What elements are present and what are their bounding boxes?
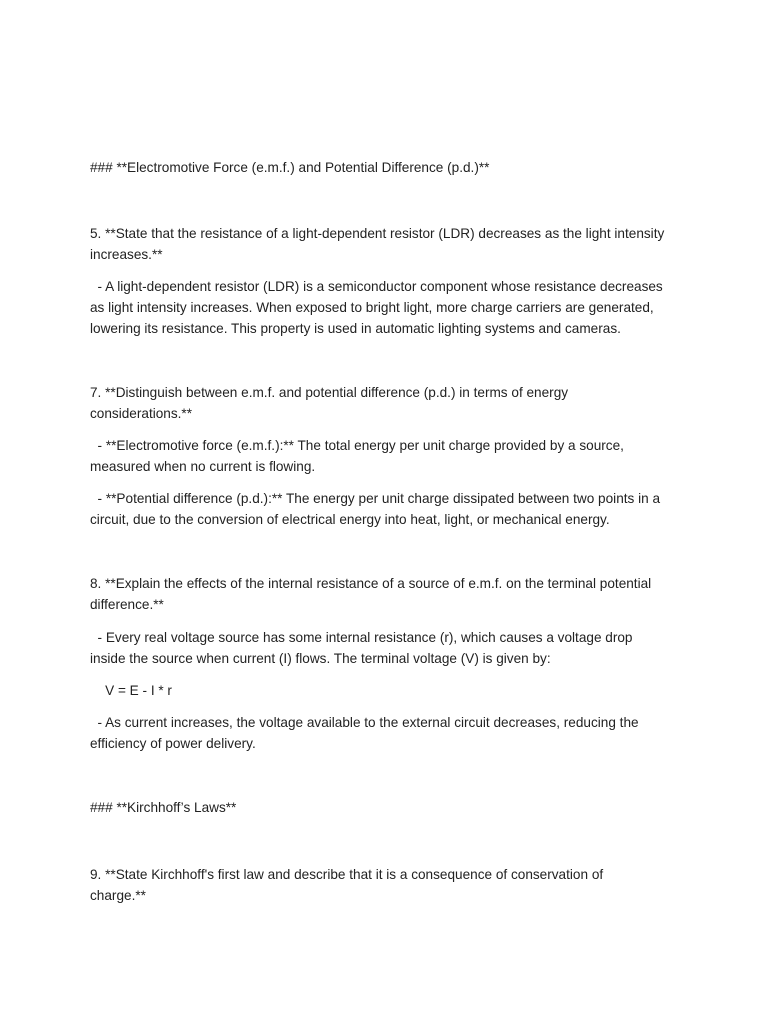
section-heading-emf: ### **Electromotive Force (e.m.f.) and Potential Difference (p.d.)**: [90, 160, 490, 175]
terminal-voltage-formula: V = E - I * r: [90, 683, 172, 698]
answer-7-pd-line-1: - **Potential difference (p.d.):** The energy per unit charge dissipated between two points in a: [90, 491, 661, 506]
answer-5-line-2: as light intensity increases. When exposed to bright light, more charge carriers are generated,: [90, 300, 654, 315]
question-7-line-2: considerations.**: [90, 406, 193, 421]
answer-8-para-1-line-2: inside the source when current (I) flows. The terminal voltage (V) is given by:: [90, 651, 551, 666]
answer-8-para-2-line-1: - As current increases, the voltage available to the external circuit decreases, reducing the: [90, 715, 639, 730]
question-8-line-2: difference.**: [90, 597, 164, 612]
question-9-line-2: charge.**: [90, 888, 146, 903]
question-5-line-1: 5. **State that the resistance of a light-dependent resistor (LDR) decreases as the light intensity: [90, 226, 665, 241]
answer-7-emf-line-1: - **Electromotive force (e.m.f.):** The total energy per unit charge provided by a source,: [90, 438, 624, 453]
answer-5-line-3: lowering its resistance. This property is used in automatic lighting systems and cameras.: [90, 321, 621, 336]
answer-7-emf-line-2: measured when no current is flowing.: [90, 459, 316, 474]
answer-8-para-2-line-2: efficiency of power delivery.: [90, 736, 256, 751]
question-8-line-1: 8. **Explain the effects of the internal resistance of a source of e.m.f. on the terminal potential: [90, 576, 652, 591]
section-heading-kirchhoff: ### **Kirchhoff’s Laws**: [90, 800, 237, 815]
answer-8-para-1-line-1: - Every real voltage source has some internal resistance (r), which causes a voltage drop: [90, 630, 633, 645]
answer-5-line-1: - A light-dependent resistor (LDR) is a semiconductor component whose resistance decreases: [90, 279, 663, 294]
question-7-line-1: 7. **Distinguish between e.m.f. and potential difference (p.d.) in terms of energy: [90, 385, 569, 400]
question-9-line-1: 9. **State Kirchhoff's first law and describe that it is a consequence of conservation of: [90, 867, 604, 882]
question-5-line-2: increases.**: [90, 247, 163, 262]
answer-7-pd-line-2: circuit, due to the conversion of electrical energy into heat, light, or mechanical energy.: [90, 512, 610, 527]
